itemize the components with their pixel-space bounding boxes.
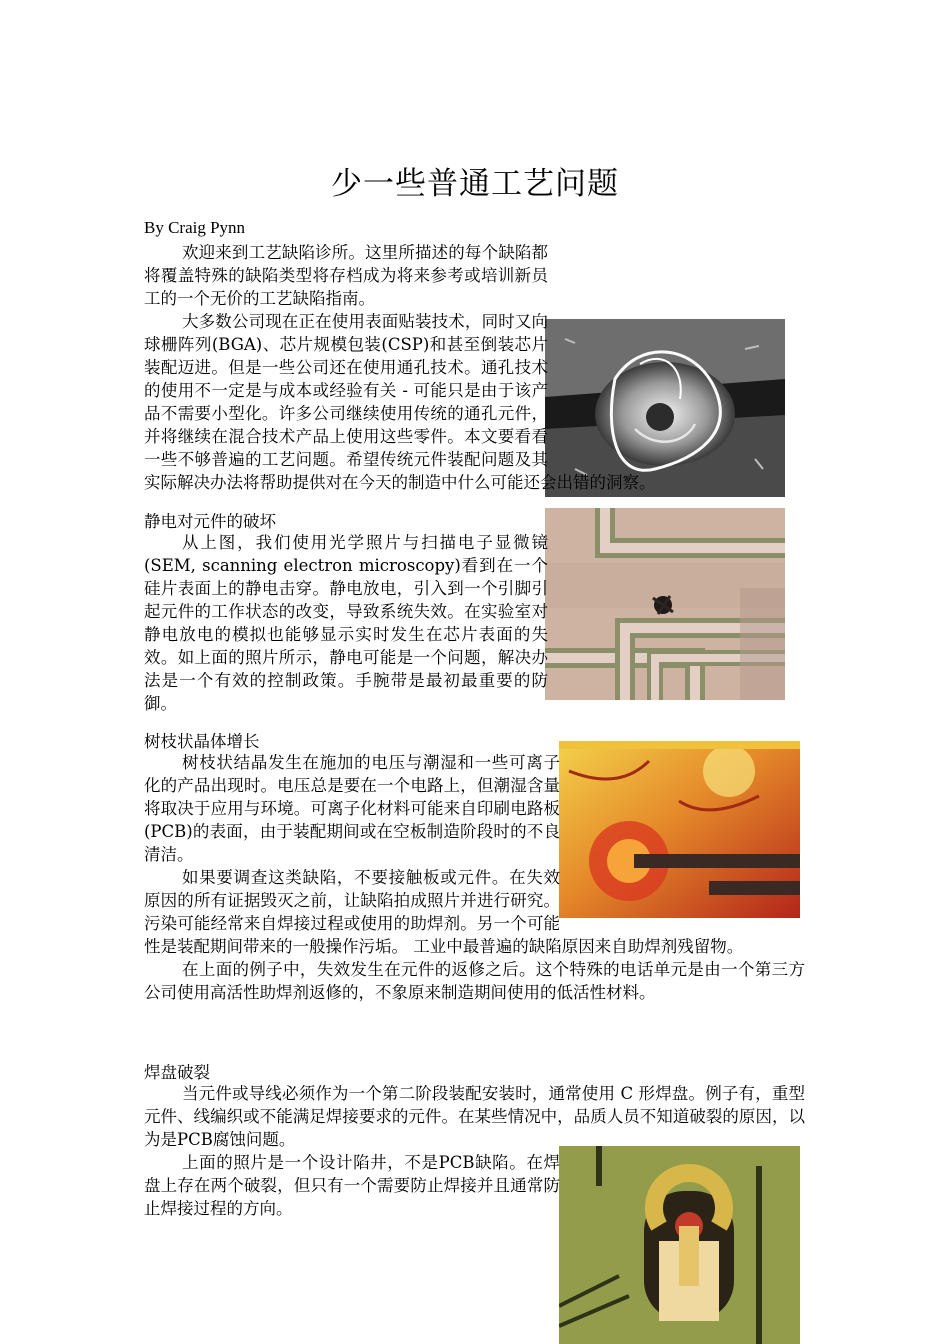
section-heading-dendrite: 树枝状晶体增长	[144, 732, 260, 751]
dendrite-paragraph-2: 如果要调查这类缺陷，不要接触板或元件。在失效原因的所有证据毁灭之前，让缺陷拍成照片并进行研究。污染可能经常来自焊接过程或使用的助焊剂。另一个可能性是装配期间带来的一般操作污垢。 工业中最普遍的缺陷原因来自助焊剂残留物。	[144, 868, 744, 956]
dendrite-paragraph-3: 在上面的例子中，失效发生在元件的返修之后。这个特殊的电话单元是由一个第三方公司使用高活性助焊剂返修的，不象原来制造期间使用的低活性材料。	[144, 960, 805, 1002]
esd-paragraph: 从上图，我们使用光学照片与扫描电子显微镜(SEM, scanning electron microscopy)看到在一个硅片表面上的静电击穿。静电放电，引入到一个引脚引起元件的工作状态的改变，导致系统失效。在实验室对静电放电的模拟也能够显示实时发生在芯片表面的失效。如上面的照片所示，静电可能是一个问题，解决办法是一个有效的控制政策。手腕带是最初最重要的防御。	[144, 533, 548, 713]
section-heading-pad-crack: 焊盘破裂	[144, 1063, 210, 1082]
photo-spacer	[560, 751, 805, 921]
pad-crack-paragraph-2: 上面的照片是一个设计陷井，不是PCB缺陷。在焊盘上存在两个破裂，但只有一个需要防止焊接并且通常防止焊接过程的方向。	[144, 1153, 560, 1218]
page-title: 少一些普通工艺问题	[331, 166, 619, 202]
intro-paragraph-2: 大多数公司现在正在使用表面贴装技术，同时又向球栅阵列(BGA)、芯片规模包装(CSP)和甚至倒装芯片装配迈进。但是一些公司还在使用通孔技术。通孔技术的使用不一定是与成本或经验有关 - 可能只是由于该产品不需要小型化。许多公司继续使用传统的通孔元件，并将继续在混合技术产品上使用这些零件。本文要看看一些不够普遍的工艺问题。希望传统元件装配问题及其实际解决办法将帮助提供对在今天的制造中什么可能还会出错的洞察。	[144, 312, 656, 492]
author-byline: By Craig Pynn	[144, 218, 246, 237]
photo-spacer	[548, 531, 805, 691]
intro-paragraph-1: 欢迎来到工艺缺陷诊所。这里所描述的每个缺陷都将覆盖特殊的缺陷类型将存档成为将来参考或培训新员工的一个无价的工艺缺陷指南。	[144, 243, 548, 308]
pad-crack-section	[144, 1082, 805, 1220]
photo-spacer	[548, 311, 805, 471]
esd-section	[144, 531, 805, 715]
section-heading-esd: 静电对元件的破坏	[144, 512, 276, 531]
pad-crack-paragraph-1: 当元件或导线必须作为一个第二阶段装配安装时，通常使用 C 形焊盘。例子有，重型元件、线编织或不能满足焊接要求的元件。在某些情况中，品质人员不知道破裂的原因，以为是PCB腐蚀问题。	[144, 1084, 805, 1149]
dendrite-paragraph-1: 树枝状结晶发生在施加的电压与潮湿和一些可离子化的产品出现时。电压总是要在一个电路上，但潮湿含量将取决于应用与环境。可离子化材料可能来自印刷电路板(PCB)的表面，由于装配期间或在空板制造阶段时的不良清洁。	[144, 753, 560, 864]
intro-section	[144, 241, 805, 494]
dendrite-section	[144, 751, 805, 1004]
